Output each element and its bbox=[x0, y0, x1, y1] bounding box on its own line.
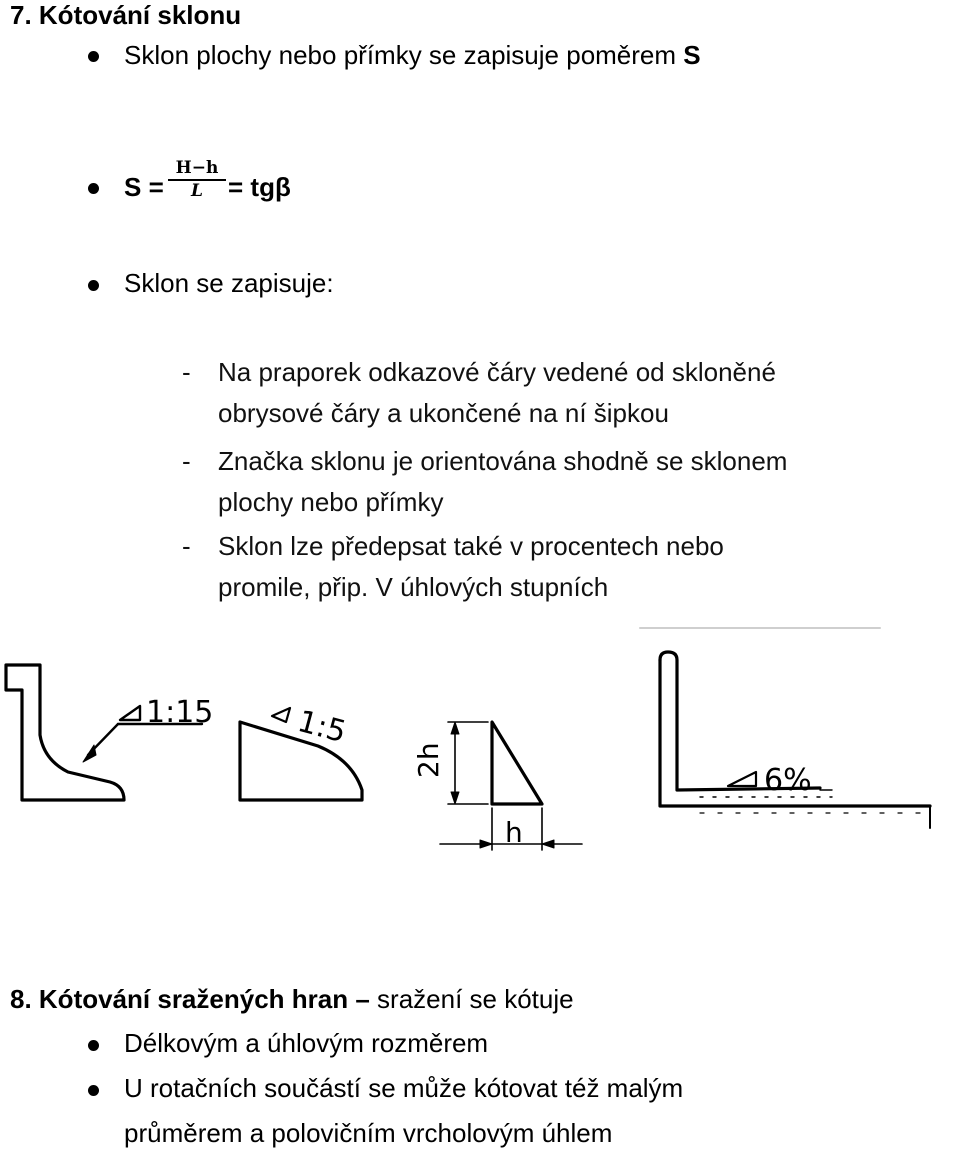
bullet-rotational-text-line2: průměrem a polovičním vrcholovým úhlem bbox=[124, 1118, 613, 1148]
formula-numerator: H−h bbox=[168, 158, 226, 181]
formula-fraction bbox=[168, 158, 226, 201]
label-6-percent: 6% bbox=[764, 763, 812, 798]
dash-marker: - bbox=[182, 531, 191, 561]
section-8-heading bbox=[10, 984, 574, 1015]
dash-item-1-line1: Na praporek odkazové čáry vedené od skloněné bbox=[218, 357, 776, 387]
dash-item-3-line1: Sklon lze předepsat také v procentech nebo bbox=[218, 531, 724, 561]
bullet-notation-text: Sklon se zapisuje: bbox=[124, 268, 334, 298]
bullet-slope-text-bold: S bbox=[683, 40, 701, 70]
formula-lhs: S = bbox=[124, 172, 164, 202]
section-8-heading-bold: 8. Kótování sražených hran bbox=[10, 984, 349, 1014]
bullet-dot bbox=[88, 1085, 99, 1096]
section-7-heading: 7. Kótování sklonu bbox=[10, 0, 242, 30]
section-8-heading-rest: sražení se kótuje bbox=[377, 984, 574, 1014]
bullet-rotational-text-line1: U rotačních součástí se může kótovat též malým bbox=[124, 1073, 684, 1103]
label-2h: 2h bbox=[412, 742, 445, 778]
figure-slope-6-percent bbox=[660, 652, 930, 828]
formula-rhs: = tgβ bbox=[228, 172, 291, 202]
label-slope-1-5: 1:5 bbox=[293, 703, 350, 751]
figure-slope-1-15 bbox=[6, 665, 202, 800]
dash-item-3-line2: promile, přip. V úhlových stupních bbox=[218, 572, 609, 602]
bullet-length-angle-text: Délkovým a úhlovým rozměrem bbox=[124, 1028, 489, 1058]
bullet-dot bbox=[88, 1040, 99, 1051]
bullet-dot bbox=[88, 183, 99, 194]
bullet-dot bbox=[88, 280, 99, 291]
bullet-slope-text-main: Sklon plochy nebo přímky se zapisuje poměrem bbox=[124, 40, 684, 70]
bullet-dot bbox=[88, 51, 99, 62]
dash-item-2-line1: Značka sklonu je orientována shodně se sklonem bbox=[218, 446, 788, 476]
dash-item-2-line2: plochy nebo přímky bbox=[218, 487, 444, 517]
dash-marker: - bbox=[182, 357, 191, 387]
slope-drawing-figures bbox=[0, 620, 960, 880]
label-slope-1-15: 1:15 bbox=[146, 695, 214, 730]
section-8-heading-dash: – bbox=[348, 984, 378, 1014]
dash-marker: - bbox=[182, 446, 191, 476]
formula-denominator: L bbox=[191, 181, 203, 201]
bullet-slope-text bbox=[124, 40, 701, 71]
dash-item-1-line2: obrysové čáry a ukončené na ní šipkou bbox=[218, 398, 669, 428]
label-h: h bbox=[505, 816, 523, 849]
